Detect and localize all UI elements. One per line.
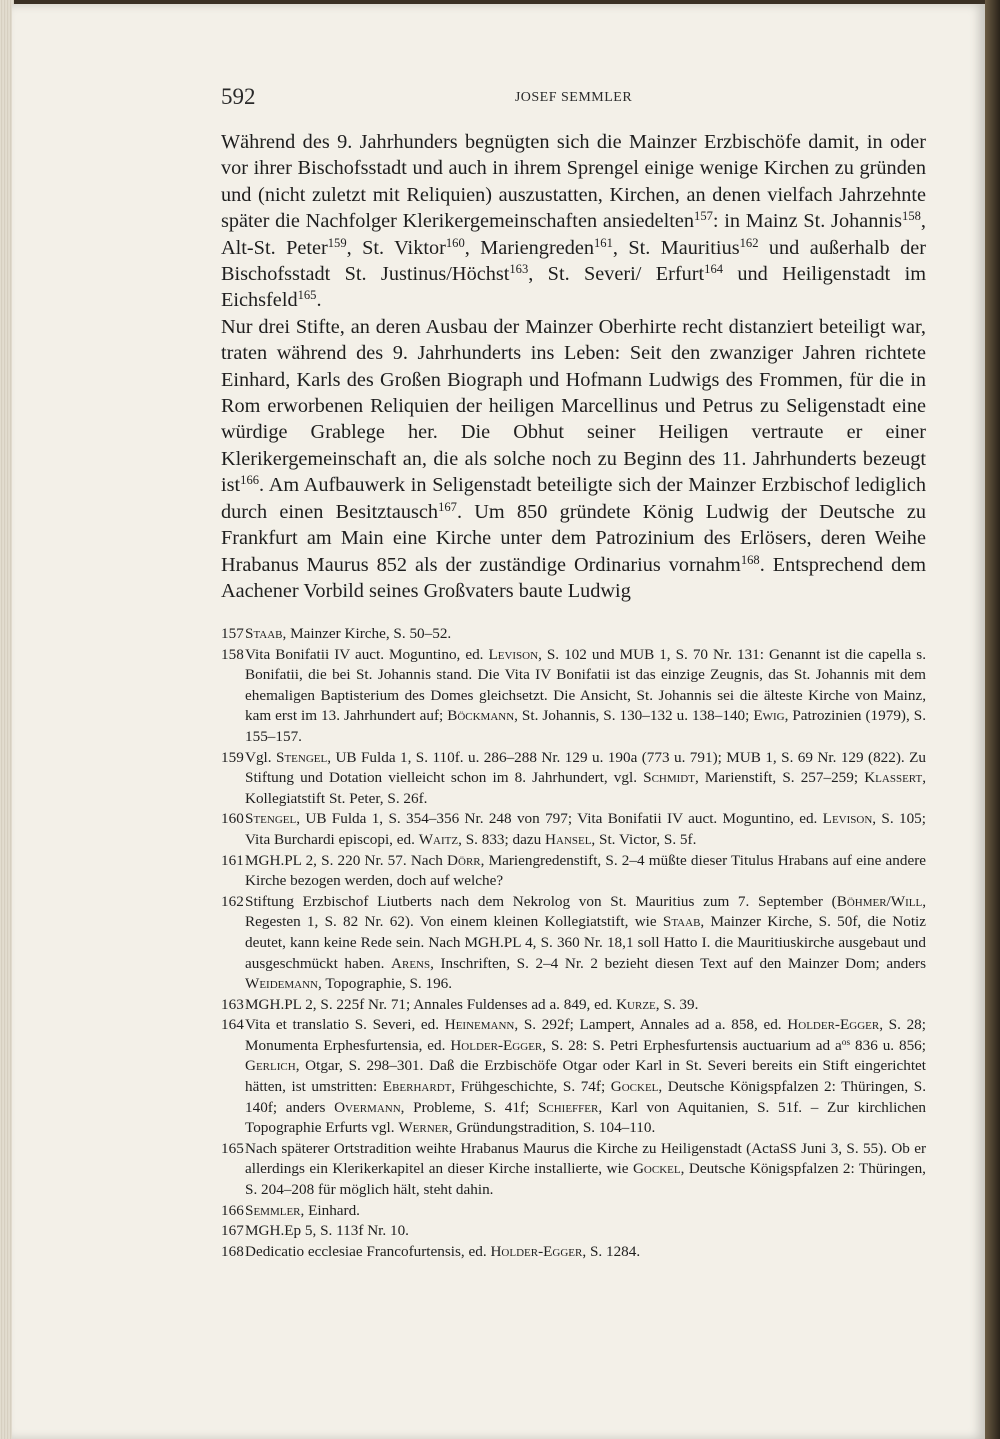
author-name: Ewig — [753, 707, 785, 725]
footnote — [221, 1221, 926, 1242]
running-head — [221, 84, 926, 114]
footnote-number: 158 — [221, 645, 244, 663]
author-name: Holder-Egger — [787, 1016, 880, 1034]
footnote-text — [245, 995, 926, 1016]
footnote-number: 165 — [221, 1139, 244, 1157]
footnote-text — [245, 1139, 926, 1201]
text-run: , Einhard. — [300, 1201, 360, 1219]
author-name: Staab — [662, 913, 701, 931]
running-title: JOSEF SEMMLER — [514, 90, 633, 105]
author-name: Stengel — [276, 748, 328, 766]
author-name: Overmann — [334, 1098, 401, 1116]
footnote-number: 167 — [221, 1222, 244, 1240]
author-name: Waitz — [418, 830, 459, 848]
author-name: Weidemann — [245, 975, 318, 993]
footnote-ref[interactable]: 162 — [739, 235, 759, 250]
text-run: und außerhalb der Bischofsstadt St. Justinus/Höchst — [221, 236, 926, 286]
text-run: Stiftung Erzbischof Liutberts nach dem Nekrolog von St. Mauritius zum 7. September ( — [245, 892, 837, 910]
text-run: , UB Fulda 1, S. 110f. u. 286–288 Nr. 129 u. 190a (773 u. 791); MUB 1, S. 69 Nr. 129 (822). Zu Stiftung und Dotation vielleicht schon im 8. Jahrhundert, vgl. — [245, 748, 927, 787]
paragraph-1 — [221, 129, 926, 314]
footnote — [221, 1015, 926, 1139]
text-run: . Um 850 gründete König Ludwig der Deutsche zu Frankfurt am Main eine Kirche unter dem Patrozinium des Erlösers, deren Weihe Hrabanus Maurus 852 als der zuständige Ordinarius vornahm — [221, 500, 926, 576]
footnote-number: 168 — [221, 1242, 244, 1260]
footnote-number: 166 — [221, 1201, 244, 1219]
text-run: , S. 28: S. Petri Erphesfurtensis auctuarium ad a — [542, 1036, 842, 1054]
text-run: , S. 102 und MUB 1, S. 70 Nr. 131: Genannt ist die capella s. Bonifatii, die bei St. Johannis stand. Die Vita IV Bonifatii ist das einzige Zeugnis, das St. Johannis mit dem ehemaligen Baptisterium des Domes gleichsetzt. Die Ansicht, St. Johannis sei die älteste Kirche von Mainz, kam erst im 13. Jahrhundert auf; — [245, 645, 926, 725]
text-run: , St. Mauritius — [612, 236, 740, 259]
text-run: , Frühgeschichte, S. 74f; — [451, 1078, 611, 1096]
text-run: , Mainzer Kirche, S. 50–52. — [282, 625, 452, 642]
text-run: , Otgar, S. 298–301. Daß die Erzbischöfe Otgar oder Karl in St. Severi bereits ein Stift eingerichtet hätten, ist umstritten: — [245, 1057, 926, 1096]
text-run: , St. Victor, S. 5f. — [591, 830, 697, 848]
author-name: Werner — [398, 1119, 449, 1137]
text-run: . Am Aufbauwerk in Seligenstadt beteiligte sich der Mainzer Erzbischof lediglich durch einen Besitztausch — [221, 474, 926, 523]
footnote-text — [245, 892, 926, 995]
page-number: 592 — [221, 84, 256, 109]
footnote-number: 159 — [221, 748, 244, 766]
text-run: , S. 105; Vita Burchardi episcopi, ed. — [245, 810, 926, 848]
footnote — [221, 892, 926, 995]
text-run: , Kollegiatstift St. Peter, S. 26f. — [245, 769, 926, 807]
text-run: Vgl. — [245, 748, 277, 766]
author-name: Böhmer/Will — [836, 892, 923, 910]
author-name: Schmidt — [643, 769, 695, 787]
text-run: , Patrozinien (1979), S. 155–157. — [245, 707, 926, 745]
author-name: Dörr — [447, 851, 481, 869]
author-name: Kurze — [616, 995, 656, 1013]
footnote-ref[interactable]: 159 — [327, 235, 347, 250]
footnote-text — [245, 1242, 926, 1263]
footnote-text — [245, 851, 926, 892]
footnote — [221, 1242, 926, 1263]
footnote — [221, 851, 926, 892]
text-run: os — [841, 1037, 851, 1048]
footnote-number: 162 — [221, 892, 244, 910]
text-run: , Gründungstradition, S. 104–110. — [448, 1119, 656, 1137]
footnote-number: 164 — [221, 1016, 244, 1034]
text-run: , S. 833; dazu — [458, 830, 545, 848]
footnote — [221, 748, 926, 810]
footnote-ref[interactable]: 167 — [438, 499, 457, 514]
text-run: , S. 28; Monumenta Erphesfurtensia, ed. — [245, 1016, 926, 1054]
text-run: , St. Viktor — [346, 236, 446, 259]
author-name: Gockel — [610, 1078, 659, 1096]
text-run: Vita Bonifatii IV auct. Moguntino, ed. — [245, 645, 489, 663]
text-run: Vita et translatio S. Severi, ed. — [245, 1016, 445, 1034]
book-spine-edge — [985, 0, 1000, 1439]
footnote-ref[interactable]: 166 — [240, 473, 260, 488]
text-run: Während des 9. Jahrhunders begnügten sich die Mainzer Erzbischöfe damit, in oder vor ihrer Bischofsstadt und auch in ihrem Sprengel einige wenige Kirchen zu gründen und (nicht zuletzt mit Reliquien) auszustatten, Kirchen, an denen vielfach Jahrzehnte später die Nachfolger Klerikergemeinschaften ansiedelten — [221, 131, 926, 233]
footnote-ref[interactable]: 161 — [593, 235, 613, 250]
text-run: , Probleme, S. 41f; — [400, 1098, 538, 1116]
text-run: , Deutsche Königspfalzen 2: Thüringen, S. 140f; anders — [245, 1078, 927, 1116]
text-run: : in Mainz St. Johannis — [712, 210, 903, 233]
author-name: Heinemann — [444, 1016, 515, 1034]
footnotes — [221, 624, 926, 1262]
author-name: Levison — [822, 810, 873, 828]
text-run: und Heiligenstadt im Eichsfeld — [221, 263, 926, 312]
text-run: MGH.PL 2, S. 225f Nr. 71; Annales Fuldenses ad a. 849, ed. — [245, 995, 617, 1013]
text-run: MGH.Ep 5, S. 113f Nr. 10. — [245, 1222, 409, 1240]
text-run: MGH.PL 2, S. 220 Nr. 57. Nach — [245, 851, 448, 869]
footnote — [221, 624, 926, 645]
text-run: , Alt-St. Peter — [221, 210, 926, 259]
footnote — [221, 645, 926, 748]
footnote-ref[interactable]: 160 — [445, 235, 465, 250]
author-name: Levison — [488, 645, 539, 663]
footnote — [221, 1201, 926, 1222]
footnote-ref[interactable]: 165 — [297, 288, 317, 303]
text-run: , Mariengredenstift, S. 2–4 müßte dieser Titulus Hrabans auf eine andere Kirche bezogen werden, doch auf welche? — [245, 851, 927, 890]
author-name: Gockel — [632, 1160, 681, 1178]
footnote-text — [245, 1221, 926, 1242]
footnote — [221, 995, 926, 1016]
footnote-ref[interactable]: 168 — [740, 552, 760, 567]
text-run: Dedicatio ecclesiae Francofurtensis, ed. — [245, 1242, 491, 1260]
text-run: 836 u. 856; — [850, 1036, 926, 1054]
author-name: Eberhardt — [382, 1078, 452, 1096]
text-run: , Inschriften, S. 2–4 Nr. 2 bezieht diesen Text auf den Mainzer Dom; anders — [430, 954, 926, 972]
main-text — [221, 129, 926, 604]
text-run: , Marienstift, S. 257–259; — [694, 769, 865, 787]
footnote-ref[interactable]: 163 — [509, 262, 529, 277]
author-name: Staab — [245, 625, 283, 642]
text-run: , S. 292f; Lampert, Annales ad a. 858, ed. — [514, 1016, 788, 1034]
text-run: . — [316, 289, 322, 312]
text-run: , S. 39. — [655, 995, 699, 1013]
footnote-ref[interactable]: 157 — [694, 209, 713, 224]
footnote-text — [245, 1201, 926, 1222]
text-run: , St. Severi/ Erfurt — [528, 263, 705, 286]
footnote-text — [245, 1015, 926, 1139]
author-name: Holder-Egger — [450, 1036, 543, 1054]
text-run: . Entsprechend dem Aachener Vorbild seines Großvaters baute Ludwig — [221, 553, 926, 602]
footnote-number: 161 — [221, 851, 244, 869]
author-name: Hansel — [545, 830, 592, 848]
author-name: Klassert — [864, 769, 923, 787]
footnote-text — [245, 809, 926, 850]
footnote — [221, 809, 926, 850]
text-run: , UB Fulda 1, S. 354–356 Nr. 248 von 797; Vita Bonifatii IV auct. Moguntino, ed. — [296, 810, 823, 828]
text-run: , St. Johannis, S. 130–132 u. 138–140; — [514, 707, 754, 725]
author-name: Gerlich — [245, 1057, 296, 1075]
paragraph-2 — [221, 314, 926, 604]
footnote-text — [245, 748, 926, 810]
text-run: , Deutsche Königspfalzen 2: Thüringen, S. 204–208 für möglich hält, steht dahin. — [245, 1160, 926, 1199]
footnote-number: 157 — [221, 625, 244, 642]
author-name: Böckmann — [447, 707, 515, 725]
text-run: , Mainzer Kirche, S. 50f, die Notiz deutet, kann keine Rede sein. Nach MGH.PL 4, S. 360 Nr. 18,1 soll Hatto I. die Mauritiuskirche ausgebaut und ausgeschmückt haben. — [245, 913, 927, 972]
footnote-number: 160 — [221, 810, 244, 828]
text-run: , S. 1284. — [582, 1242, 641, 1260]
footnote — [221, 1139, 926, 1201]
footnote-ref[interactable]: 164 — [704, 262, 724, 277]
author-name: Schieffer — [537, 1098, 599, 1116]
footnote-number: 163 — [221, 995, 244, 1013]
author-name: Semmler — [245, 1201, 301, 1219]
author-name: Holder-Egger — [490, 1242, 583, 1260]
footnote-text — [245, 645, 926, 748]
text-run: Nur drei Stifte, an deren Ausbau der Mainzer Oberhirte recht distanziert beteiligt war, traten während des 9. Jahrhunderts ins Leben: Seit den zwanziger Jahren richtete Einhard, Karls des Großen Biograph und Hofmann Ludwigs des Frommen, für die in Rom erworbenen Reliquien der heiligen Marcellinus und Petrus zu Seligenstadt eine würdige Grablege her. Die Obhut seiner Heiligen vertraute er einer Klerikergemeinschaft an, die als solche noch zu Beginn des 11. Jahrhunderts bezeugt ist — [221, 315, 926, 497]
author-name: Stengel — [245, 810, 297, 828]
footnote-ref[interactable]: 158 — [902, 209, 921, 224]
text-run: Nach späterer Ortstradition weihte Hrabanus Maurus die Kirche zu Heiligenstadt (ActaSS Juni 3, S. 55). Ob er allerdings ein Klerikerkapitel an dieser Kirche installierte, wie — [245, 1139, 926, 1178]
footnote-text — [245, 624, 926, 645]
text-run: , Topographie, S. 196. — [318, 975, 453, 993]
author-name: Arens — [391, 954, 431, 972]
text-run: , Mariengreden — [464, 236, 594, 259]
text-run: , Karl von Aquitanien, S. 51f. – Zur kirchlichen Topographie Erfurts vgl. — [245, 1098, 926, 1137]
text-run: , Regesten 1, S. 82 Nr. 62). Von einem kleinen Kollegiatstift, wie — [245, 892, 926, 931]
